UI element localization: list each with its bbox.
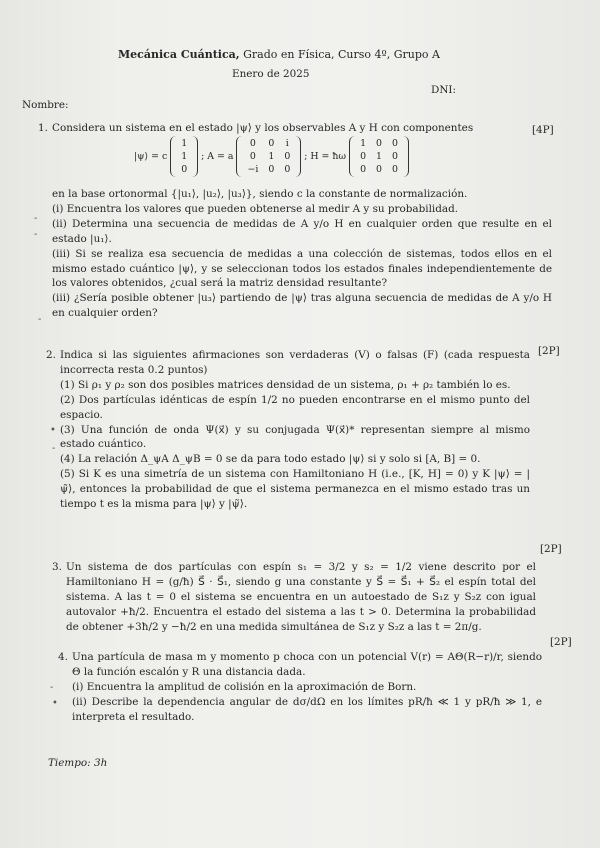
pencil-mark-icon: • [52, 698, 58, 709]
a-cell: 0 [268, 164, 275, 175]
h-cell: 0 [360, 164, 367, 175]
a-cell: 0 [284, 164, 291, 175]
title-course: Mecánica Cuántica, [118, 48, 240, 61]
h-cell: 1 [360, 138, 367, 149]
exam-duration: Tiempo: 3h [48, 757, 108, 769]
q3-number: 3. [52, 561, 62, 573]
psi-vec-cell: 1 [181, 151, 188, 162]
a-cell: 0 [268, 138, 275, 149]
q1-number: 1. [38, 122, 48, 134]
psi-vec-cell: 0 [181, 164, 188, 175]
h-cell: 0 [376, 164, 382, 175]
pencil-mark-icon: - [34, 213, 38, 224]
q2-statement-1: (1) Si ρ₁ y ρ₂ son dos posibles matrices densidad de un sistema, ρ₁ + ρ₂ también lo es. [60, 378, 511, 391]
q1-basis: en la base ortonormal {|u₁⟩, |u₂⟩, |u₃⟩}, siendo c la constante de normalización. [52, 188, 468, 200]
q4-part-ii: (ii) Describe la dependencia angular de dσ/dΩ en los límites pR/ħ ≪ 1 y pR/ħ ≫ 1, e interpreta el resultado. [72, 695, 542, 723]
a-cell: 1 [268, 151, 275, 162]
pencil-mark-icon: - [38, 314, 42, 325]
h-cell: 1 [376, 151, 382, 162]
a-cell: 0 [249, 151, 256, 162]
pencil-mark-icon: - [34, 229, 38, 240]
h-cell: 0 [392, 151, 398, 162]
exam-title [118, 48, 440, 62]
pencil-mark-icon: • [50, 425, 56, 436]
exam-date: Enero de 2025 [232, 68, 310, 80]
q4-intro: Una partícula de masa m y momento p choca con un potencial V(r) = AΘ(R−r)/r, siendo Θ la función escalón y R una distancia dada. [72, 651, 542, 678]
q1-equations [134, 136, 409, 177]
q4-number: 4. [58, 651, 68, 663]
q4-part-i: (i) Encuentra la amplitud de colisión en la aproximación de Born. [72, 680, 417, 693]
q2-statement-3: (3) Una función de onda Ψ(x⃗) y su conjugada Ψ(x⃗)* representan siempre al mismo estado cuántico. [60, 423, 530, 451]
q1-part-iv: (iii) ¿Sería posible obtener |u₃⟩ partiendo de |ψ⟩ tras alguna secuencia de medidas de A y/o H en cualquier orden? [52, 292, 552, 320]
a-lhs: ; A = a [201, 151, 234, 162]
q2-statement-5: (5) Si K es una simetría de un sistema con Hamiltoniano H (i.e., [K, H] = 0) y K |ψ⟩ = |ψ̃⟩, entonces la probabilidad de que el sistema permanezca en el mismo estado tras un tiempo t es la misma para |ψ⟩ y |ψ̃⟩. [60, 468, 530, 511]
pencil-mark-icon: - [52, 443, 56, 454]
a-cell: −i [247, 164, 259, 175]
q3-body: Un sistema de dos partículas con espín s₁ = 3/2 y s₂ = 1/2 viene descrito por el Hamiltoniano H = (g/ħ) S⃗ · S⃗₁, siendo g una constante y S⃗ = S⃗₁ + S⃗₂ el espín total del sistema. A las t = 0 el sistema se encuentra en un autoestado de S₁z y S₂z con igual autovalor +ħ/2. Encuentra el estado del sistema a las t > 0. Determina la probabilidad de obtener +3ħ/2 y −ħ/2 en una medida simultánea de S₁z y S₂z a las t = 2π/g. [66, 561, 536, 633]
title-details: Grado en Física, Curso 4º, Grupo A [239, 48, 440, 61]
q3-points: [2P] [540, 543, 562, 555]
q2-number: 2. [46, 349, 56, 361]
q4-points: [2P] [550, 636, 572, 648]
q1-part-ii: (ii) Determina una secuencia de medidas de A y/o H en cualquier orden que resulte en el estado |u₁⟩. [52, 217, 552, 245]
psi-vector [170, 136, 198, 177]
q2-statement-4: (4) La relación Δ_ψA Δ_ψB = 0 se da para todo estado |ψ⟩ si y solo si [A, B] = 0. [60, 453, 481, 466]
a-cell: 0 [249, 138, 256, 149]
h-cell: 0 [392, 164, 398, 175]
a-matrix [236, 136, 301, 177]
a-cell: 0 [284, 151, 291, 162]
q2-body [60, 348, 530, 512]
h-matrix [349, 136, 409, 177]
q2-points: [2P] [538, 345, 560, 357]
h-cell: 0 [376, 138, 382, 149]
q1-intro: Considera un sistema en el estado |ψ⟩ y los observables A y H con componentes [52, 122, 474, 134]
pencil-mark-icon: - [50, 682, 54, 693]
q1-part-i: (i) Encuentra los valores que pueden obtenerse al medir A y su probabilidad. [52, 202, 459, 215]
q2-statement-2: (2) Dos partículas idénticas de espín 1/2 no pueden encontrarse en el mismo punto del espacio. [60, 393, 530, 421]
name-label: Nombre: [22, 99, 69, 111]
q1-points: [4P] [532, 124, 554, 136]
psi-lhs: |ψ⟩ = c [134, 151, 168, 162]
dni-label: DNI: [431, 84, 457, 96]
q4-body [72, 650, 542, 725]
h-cell: 0 [392, 138, 398, 149]
h-cell: 0 [360, 151, 367, 162]
h-lhs: ; H = ħω [304, 151, 347, 162]
q1-body [52, 187, 552, 321]
psi-vec-cell: 1 [181, 138, 188, 149]
a-cell: i [285, 138, 289, 149]
q2-intro: Indica si las siguientes afirmaciones son verdaderas (V) o falsas (F) (cada respuesta incorrecta resta 0.2 puntos) [60, 349, 530, 376]
q1-part-iii: (iii) Si se realiza esa secuencia de medidas a una colección de sistemas, todos ellos en el mismo estado cuántico |ψ⟩, y se seleccionan todos los estados finales independientemente de los valores obtenidos, ¿cual será la matriz densidad resultante? [52, 247, 552, 290]
